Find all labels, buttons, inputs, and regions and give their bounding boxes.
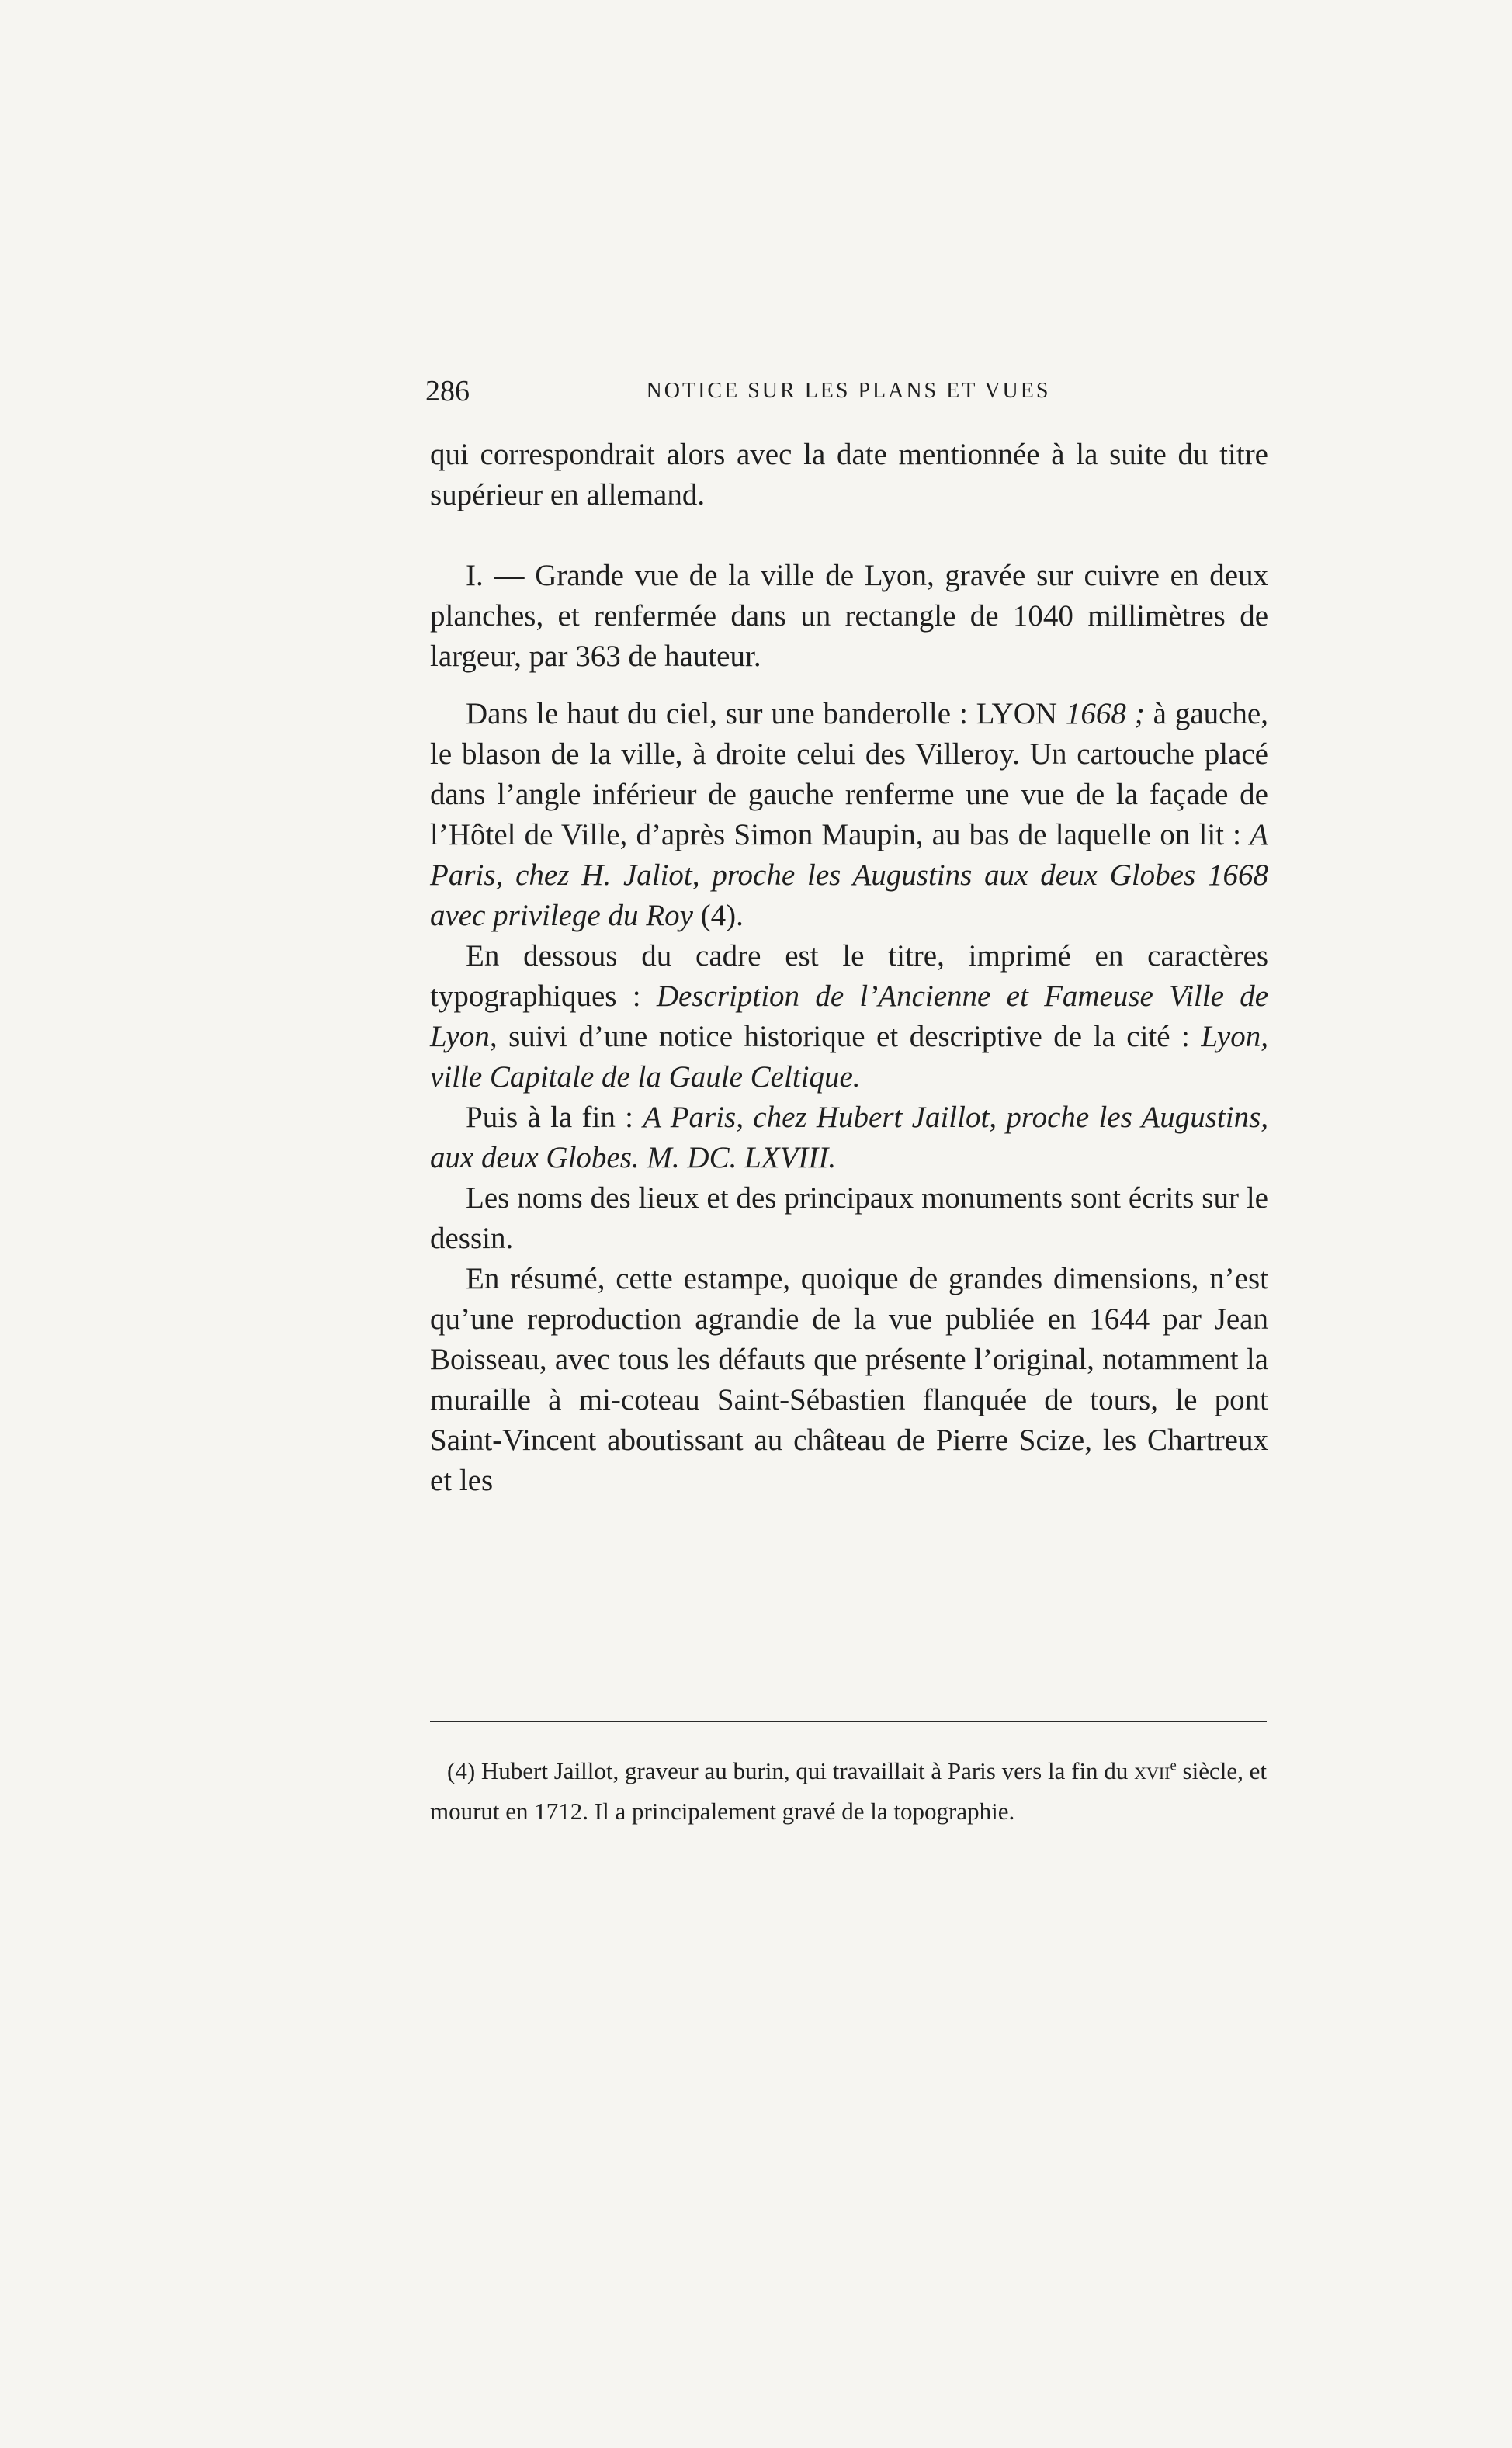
paragraph-description	[430, 694, 1268, 936]
paragraph-summary: En résumé, cette estampe, quoique de grandes dimensions, n’est qu’une reproduction agrandie de la vue publiée en 1644 par Jean Boisseau, avec tous les défauts que présente l’original, notamment la muraille à mi-coteau Saint-Sébastien flanquée de tours, le pont Saint-Vincent aboutissant au château de Pierre Scize, les Chartreux et les	[430, 1262, 1268, 1497]
text-run: Puis à la fin :	[466, 1101, 643, 1134]
century-numeral: xvii	[1134, 1757, 1170, 1784]
text-run: à gauche, le blason de la ville, à droite celui des Villeroy. Un cartouche placé dans l’angle inférieur de gauche renferme une vue de la façade de l’Hôtel de Ville, d’après Simon Maupin, au bas de laquelle on lit :	[430, 697, 1268, 851]
body-text	[430, 435, 1268, 1501]
text-run: Dans le haut du ciel, sur une banderolle : LYON	[466, 697, 1066, 730]
text-run: En dessous du cadre est le titre, imprimé en caractères typographiques :	[430, 939, 1268, 1013]
text-run: (4) Hubert Jaillot, graveur au burin, qui travaillait à Paris vers la fin du	[447, 1757, 1135, 1784]
italic-date: 1668 ;	[1065, 697, 1145, 730]
paragraph-imprint	[430, 1097, 1268, 1178]
paragraph-names: Les noms des lieux et des principaux monuments sont écrits sur le dessin.	[430, 1181, 1268, 1255]
footnote-divider	[430, 1721, 1267, 1722]
italic-subtitle: Lyon, ville Capitale de la Gaule Celtique.	[430, 1020, 1268, 1094]
paragraph-continuation: qui correspondrait alors avec la date mentionnée à la suite du titre supérieur en allemand.	[430, 438, 1268, 511]
century-superscript: e	[1170, 1757, 1177, 1774]
footnote	[430, 1751, 1267, 1832]
text-run: suivi d’une notice historique et descriptive de la cité :	[497, 1020, 1202, 1053]
footnote-text	[430, 1751, 1267, 1832]
text-run: siècle, et mourut en 1712. Il a principalement gravé de la topographie.	[430, 1757, 1267, 1825]
italic-title: Description de l’Ancienne et Fameuse Ville de Lyon,	[430, 980, 1268, 1053]
page-number: 286	[425, 375, 470, 407]
italic-inscription: A Paris, chez H. Jaliot, proche les Augustins aux deux Globes 1668 avec privilege du Roy	[430, 818, 1268, 932]
footnote-ref: (4).	[692, 899, 744, 932]
running-title: NOTICE SUR LES PLANS ET VUES	[646, 379, 1051, 403]
paragraph-entry-i: I. — Grande vue de la ville de Lyon, gravée sur cuivre en deux planches, et renfermée dans un rectangle de 1040 millimètres de largeur, par 363 de hauteur.	[430, 559, 1268, 673]
page-header	[425, 368, 1271, 414]
paragraph-title	[430, 936, 1268, 1097]
italic-imprint: A Paris, chez Hubert Jaillot, proche les Augustins, aux deux Globes. M. DC. LXVIII.	[430, 1101, 1268, 1174]
